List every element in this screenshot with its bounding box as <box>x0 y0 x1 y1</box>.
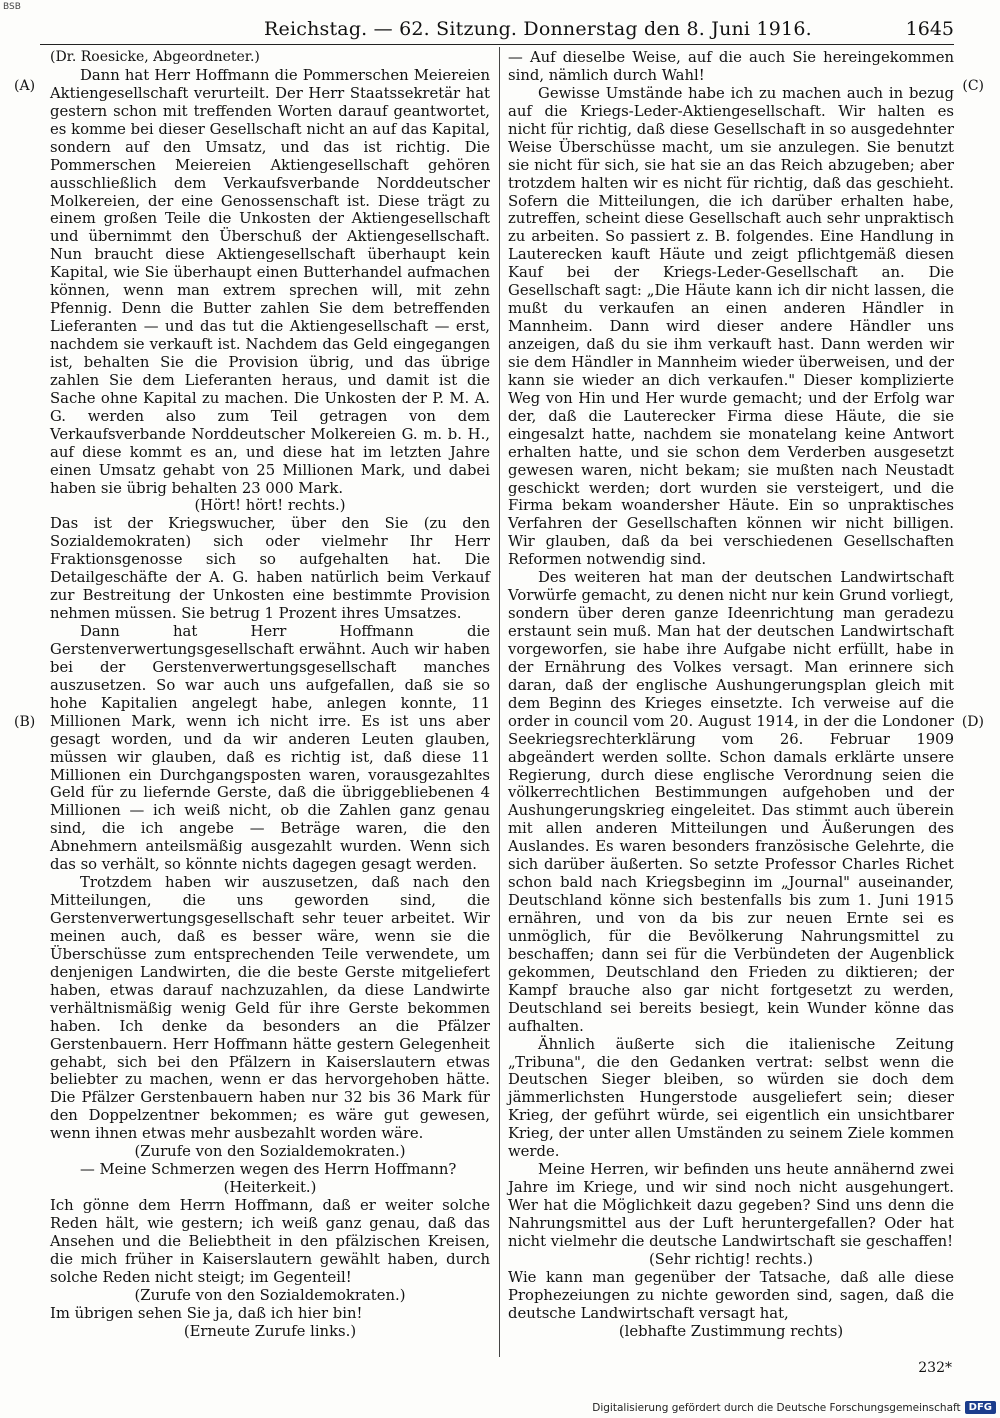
running-title: Reichstag. — 62. Sitzung. Donnerstag den 8. Juni 1916. <box>264 18 812 40</box>
library-mark: BSB <box>3 2 21 12</box>
footer-text: Digitalisierung gefördert durch die Deutsche Forschungsgemeinschaft <box>592 1401 961 1414</box>
paragraph: Wie kann man gegenüber der Tatsache, daß alle diese Prophezeiungen zu nichte geworden sind, sagen, daß die deutsche Landwirtschaft versagt hat, <box>508 1268 954 1322</box>
page-number: 1645 <box>905 18 954 40</box>
signature-mark: 232* <box>918 1360 952 1376</box>
speaker-line: (Dr. Roesicke, Abgeordneter.) <box>50 49 260 65</box>
interjection: (Heiterkeit.) <box>223 1179 317 1197</box>
interjection: (Erneute Zurufe links.) <box>183 1322 357 1340</box>
page-header <box>40 18 954 44</box>
paragraph: Ich gönne dem Herrn Hoffmann, daß er weiter solche Reden hält, wie gestern; ich weiß ganz genau, daß das Ansehen und die Beliebtheit in den pfälzischen Kreisen, die mich früher in Kaiserslautern gewählt haben, durch solche Reden nicht steigt; im Gegenteil! <box>50 1197 490 1286</box>
paragraph: Des weiteren hat man der deutschen Landwirtschaft Vorwürfe gemacht, zu denen nicht nur kein Grund vorliegt, sondern über deren ganze Ideenrichtung man geradezu erstaunt sein muß. Man hat der deutschen Landwirtschaft vorgeworfen, sie habe ihre Aufgabe nicht erfüllt, habe in der Ernährung des Volkes versagt. Man erinnere sich daran, daß der englische Aushungerungsplan gleich mit dem Beginn des Krieges einsetzte. Ich verweise auf die order in council vom 20. August 1914, in der die Londoner Seekriegsrechterklärung vom 26. Februar 1909 abgeändert werden sollte. Schon damals erklärte unsere Regierung, durch diese englische Verordnung seien die völkerrechtlichen Bestimmungen aufgehoben und der Aushungerungskrieg eingeleitet. Das stimmt auch überein mit allen anderen Mitteilungen und Äußerungen des Auslandes. Es waren besonders französische Gelehrte, die sich darüber äußerten. So setzte Professor Charles Richet schon bald nach Kriegsbeginn im „Journal" auseinander, Deutschland könne sich bestenfalls bis zum 1. Juni 1915 ernähren, und von da bis zur neuen Ernte sei es unmöglich, für die Bevölkerung Nahrungsmittel zu beschaffen; dann sei für die Verbündeten der Augenblick gekommen, Deutschland den Frieden zu diktieren; der Kampf brauche also gar nicht fortgesetzt zu werden, Deutschland sei bereits besiegt, kein Wunder könne das aufhalten. <box>508 569 954 1035</box>
paragraph: Dann hat Herr Hoffmann die Pommerschen Meiereien Aktiengesellschaft verurteilt. Der Herr Staatssekretär hat gestern schon mit treffenden Worten darauf geantwortet, es komme bei dieser Gesellschaft nicht an auf das Kapital, sondern auf den Umsatz, und das ist richtig. Die Pommerschen Meiereien Aktiengesellschaft gehören ausschließlich dem Verkaufsverbande Norddeutscher Molkereien, der eine Genossenschaft ist. Diese trägt zu einem großen Teile die Unkosten der Aktiengesellschaft und übernimmt den Überschuß der Aktiengesellschaft. Nun braucht diese Aktiengesellschaft überhaupt kein Kapital, wie Sie überhaupt einen Butterhandel aufmachen können, wenn man extrem sprechen will, mit zehn Pfennig. Denn die Butter zahlen Sie dem betreffenden Lieferanten — und das tut die Aktiengesellschaft — erst, nachdem sie verkauft ist. Nachdem das Geld eingegangen ist, behalten Sie die Provision übrig, und das übrige zahlen Sie dem Lieferanten heraus, und damit ist die Sache ohne Kapital zu machen. Die Unkosten der P. M. A. G. werden also zum Teil getragen von dem Verkaufsverbande Norddeutscher Molkereien G. m. b. H., auf diese kommt es an, und diese hat im letzten Jahre einen Umsatz gehabt von 25 Millionen Mark, und dabei haben sie übrig behalten 23 000 Mark. <box>50 66 490 497</box>
interjection: (Sehr richtig! rechts.) <box>648 1250 814 1268</box>
paragraph: Trotzdem haben wir auszusetzen, daß nach den Mitteilungen, die uns geworden sind, die Gerstenverwertungsgesellschaft sehr teuer arbeitet. Wir meinen auch, daß es besser wäre, wenn sie die Überschüsse zum entsprechenden Teile verwendete, um denjenigen Landwirten, die die beste Gerste mitgeliefert haben, etwas darauf nachzuzahlen, da diese Landwirte verhältnismäßig wenig Geld für ihre Gerste bekommen haben. Ich denke da besonders an die Pfälzer Gerstenbauern. Herr Hoffmann hätte gestern Gelegenheit gehabt, sich bei den Pfälzern in Kaiserslautern etwas beliebter zu machen, wenn er das hervorgehoben hätte. Die Pfälzer Gerstenbauern haben nur 32 bis 36 Mark für den Doppelzentner bekommen; es wäre gut gewesen, wenn ihnen etwas mehr ausbezahlt worden wäre. <box>50 874 490 1143</box>
column-divider <box>499 47 500 1357</box>
interjection: (lebhafte Zustimmung rechts) <box>618 1322 844 1340</box>
interjection: (Zurufe von den Sozialdemokraten.) <box>134 1286 406 1304</box>
right-column <box>508 49 954 1341</box>
paragraph: Ähnlich äußerte sich die italienische Zeitung „Tribuna", die den Gedanken vertrat: selbst wenn die Deutschen Sieger bleiben, so würden sie doch dem jämmerlichsten Hungerstode ausgeliefert sein; dieser Krieg, der geführt würde, sei eigentlich ein unsichtbarer Krieg, der unter allen Umständen zu seinem Ziele kommen werde. <box>508 1035 954 1161</box>
paragraph: Im übrigen sehen Sie ja, daß ich hier bin! <box>50 1304 363 1322</box>
interjection: (Zurufe von den Sozialdemokraten.) <box>134 1143 406 1161</box>
margin-mark-a: (A) <box>14 78 36 94</box>
margin-mark-b: (B) <box>14 714 36 730</box>
footer <box>592 1401 996 1414</box>
header-rule <box>40 44 954 45</box>
interjection: (Hört! hört! rechts.) <box>194 497 346 515</box>
margin-mark-d: (D) <box>961 714 984 730</box>
dfg-logo-icon: DFG <box>965 1401 996 1414</box>
paragraph: — Auf dieselbe Weise, auf die auch Sie hereingekommen sind, nämlich durch Wahl! <box>508 49 954 84</box>
paragraph: Gewisse Umstände habe ich zu machen auch in bezug auf die Kriegs-Leder-Aktiengesellschaft. Wir halten es nicht für richtig, daß diese Gesellschaft in so ausgedehnter Weise Überschüsse macht, um sie anzulegen. Sie benutzt sie nicht für sich, sie hat sie an das Reich abzugeben; aber trotzdem halten wir es nicht für richtig, daß das geschieht. Sofern die Mitteilungen, die ich darüber erhalten habe, zutreffen, scheint diese Gesellschaft auch sehr unpraktisch zu arbeiten. So passiert z. B. folgendes. Eine Handlung in Lauterecken kauft Häute und zeigt pflichtgemäß diesen Kauf bei der Kriegs-Leder-Gesellschaft an. Die Gesellschaft sagt: „Die Häute kann ich dir nicht lassen, die mußt du verkaufen an einen anderen Händler in Mannheim. Dann wird dieser andere Händler uns anzeigen, daß du sie ihm verkauft hast. Dann werden wir sie dem Händler in Mannheim wieder überweisen, und der kann sie wieder an dich verkaufen." Dieser komplizierte Weg von Hin und Her wurde gemacht; und der Erfolg war der, daß die Lauterecker Firma diese Häute, die sie eingesalzt hatte, nachdem sie monatelang keine Antwort erhalten hatte, und sie schon dem Verderben ausgesetzt gewesen waren, nicht bekam; sie mußten nach Neustadt geschickt werden; dort wurden sie versteigert, und die Firma bekam woandersher Häute. Ein so unpraktisches Verfahren der Gesellschaften können wir nicht billigen. Wir glauben, daß da bei verschiedenen Gesellschaften Reformen notwendig sind. <box>508 84 954 569</box>
left-column <box>50 49 490 1341</box>
paragraph: Das ist der Kriegswucher, über den Sie (zu den Sozialdemokraten) sich oder vielmehr Ihr Herr Fraktionsgenosse sich so aufgehalten hat. Die Detailgeschäfte der A. G. haben natürlich beim Verkauf zur Bestreitung der Unkosten eine bestimmte Provision nehmen müssen. Sie betrug 1 Prozent ihres Umsatzes. <box>50 515 490 623</box>
margin-mark-c: (C) <box>962 78 984 94</box>
paragraph: Meine Herren, wir befinden uns heute annähernd zwei Jahre im Kriege, und wir sind noch nicht ausgehungert. Wer hat die Möglichkeit dazu gegeben? Sind uns denn die Nahrungsmittel aus der Luft heruntergefallen? Oder hat nicht vielmehr die deutsche Landwirtschaft sie geschaffen! <box>508 1161 954 1250</box>
paragraph: Dann hat Herr Hoffmann die Gerstenverwertungsgesellschaft erwähnt. Auch wir haben bei der Gerstenverwertungsgesellschaft manches auszusetzen. So war auch uns aufgefallen, daß sie so hohe Kapitalien angelegt habe, anlegen konnte, 11 Millionen Mark, wenn ich nicht irre. Es ist uns aber gesagt worden, und da wir anderen Leuten glauben, müssen wir glauben, daß es richtig ist, daß diese 11 Millionen ein Durchgangsposten waren, vorausgezahltes Geld für zu liefernde Gerste, daß die übriggebliebenen 4 Millionen — ich weiß nicht, ob die Zahlen ganz genau sind, die ich angebe — Beträge waren, die den Abnehmern anteilsmäßig ausgezahlt wurden. Wenn sich das so verhält, so könnte nichts dagegen gesagt werden. <box>50 623 490 874</box>
paragraph: — Meine Schmerzen wegen des Herrn Hoffmann? <box>80 1161 457 1179</box>
